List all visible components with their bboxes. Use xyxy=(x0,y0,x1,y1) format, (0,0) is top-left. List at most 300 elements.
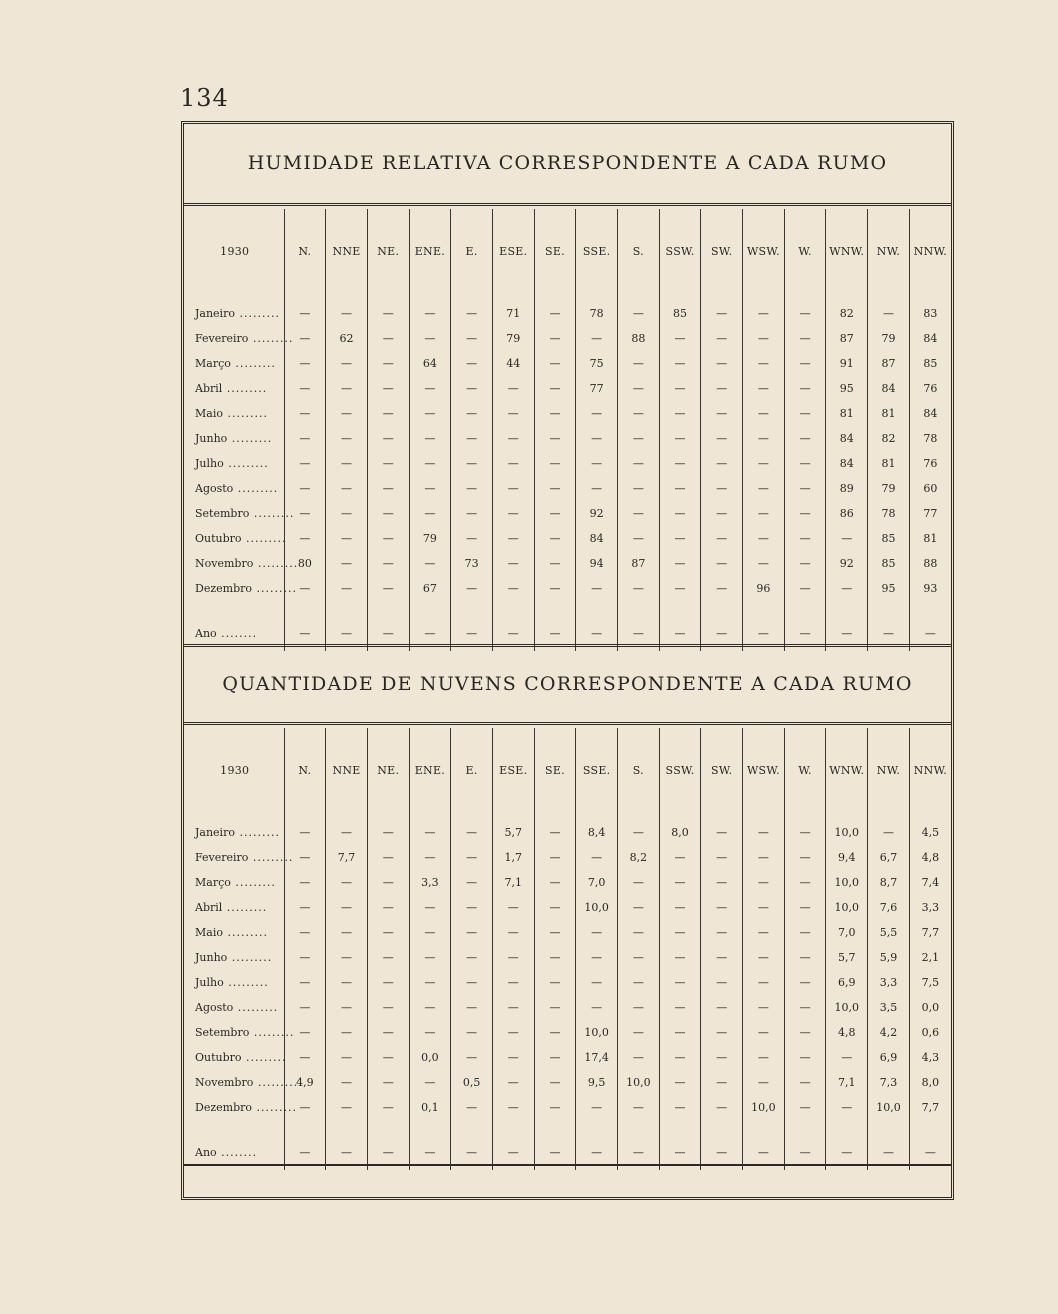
table-cell: — xyxy=(492,451,534,476)
table-cell: 10,0 xyxy=(576,1020,618,1045)
table-cell: 7,5 xyxy=(909,970,951,995)
table-cell: — xyxy=(534,870,576,895)
table-cell: — xyxy=(451,1095,493,1120)
table-cell: — xyxy=(409,615,451,651)
table-row xyxy=(186,1045,951,1070)
table-row xyxy=(186,301,951,326)
table-cell: — xyxy=(576,920,618,945)
table-cell: — xyxy=(701,870,743,895)
table-cell: — xyxy=(618,895,660,920)
table-cell: — xyxy=(367,920,409,945)
table-cell: 10,0 xyxy=(743,1095,785,1120)
table-cell: — xyxy=(326,1020,368,1045)
table-row xyxy=(186,995,951,1020)
table-cell: 76 xyxy=(909,376,951,401)
table-cell: 7,1 xyxy=(492,870,534,895)
table-cell: — xyxy=(576,426,618,451)
table-cell: — xyxy=(367,995,409,1020)
table-cell: — xyxy=(367,845,409,870)
column-header: NE. xyxy=(367,209,409,293)
table-cell: 4,9 xyxy=(284,1070,326,1095)
table-cell: 92 xyxy=(576,501,618,526)
month-label xyxy=(186,551,299,576)
table-cell: — xyxy=(326,376,368,401)
table-cell: — xyxy=(409,301,451,326)
table-cell: — xyxy=(326,576,368,601)
table-cell: 1,7 xyxy=(492,845,534,870)
table-cell: — xyxy=(367,970,409,995)
table-cell: — xyxy=(326,401,368,426)
leader-dots: ......... xyxy=(249,1026,295,1039)
table-cell: — xyxy=(701,920,743,945)
table-cell: — xyxy=(367,1045,409,1070)
leader-dots: ......... xyxy=(223,976,269,989)
leader-dots: ......... xyxy=(234,307,280,320)
table-cell: 4,2 xyxy=(868,1020,910,1045)
table-cell: — xyxy=(743,615,785,651)
table-cell: — xyxy=(326,451,368,476)
table-cell: 87 xyxy=(826,326,868,351)
table-cell: — xyxy=(451,326,493,351)
table-cell: 10,0 xyxy=(826,895,868,920)
month-name: Fevereiro xyxy=(195,332,249,345)
table-cell: — xyxy=(284,301,326,326)
table-cell: — xyxy=(701,376,743,401)
table-cell: — xyxy=(367,895,409,920)
column-header: E. xyxy=(451,209,493,293)
table-cell: — xyxy=(326,551,368,576)
table-cell: — xyxy=(534,301,576,326)
table-cell: — xyxy=(659,476,701,501)
table-cell: — xyxy=(367,870,409,895)
table-cell: 75 xyxy=(576,351,618,376)
table-cell: — xyxy=(701,426,743,451)
table-cell: — xyxy=(784,1020,826,1045)
table-cell: 10,0 xyxy=(868,1095,910,1120)
month-label xyxy=(186,1020,295,1045)
table-cell: — xyxy=(659,551,701,576)
table-cell: — xyxy=(326,1045,368,1070)
divider xyxy=(184,203,951,206)
table-cell: — xyxy=(659,615,701,651)
table-cell: — xyxy=(451,945,493,970)
table-cell: — xyxy=(326,895,368,920)
year-header: 1930 xyxy=(220,763,250,777)
table-cell: 82 xyxy=(826,301,868,326)
table-cell: — xyxy=(743,476,785,501)
table-cell: — xyxy=(743,970,785,995)
table-cell: 0,5 xyxy=(451,1070,493,1095)
table-cell: — xyxy=(784,476,826,501)
table-cell: 73 xyxy=(451,551,493,576)
divider xyxy=(184,644,951,647)
table-cell: — xyxy=(618,1134,660,1170)
table-cell: — xyxy=(284,1095,326,1120)
table-cell: 84 xyxy=(868,376,910,401)
column-header: N. xyxy=(284,209,326,293)
table-cell: — xyxy=(534,1134,576,1170)
table-cell: — xyxy=(534,920,576,945)
table-cell: — xyxy=(618,401,660,426)
table-cell: — xyxy=(618,1020,660,1045)
table-cell: — xyxy=(659,845,701,870)
table-cell: 0,0 xyxy=(909,995,951,1020)
table-cell: — xyxy=(451,820,493,845)
table-cell: — xyxy=(409,845,451,870)
table-row xyxy=(186,551,951,576)
table-cell: — xyxy=(326,1134,368,1170)
table-cell: — xyxy=(367,820,409,845)
year-header: 1930 xyxy=(220,244,250,258)
table-cell: 71 xyxy=(492,301,534,326)
table-cell: — xyxy=(576,945,618,970)
table-cell: — xyxy=(367,301,409,326)
month-label xyxy=(186,1045,287,1070)
table-cell: — xyxy=(743,451,785,476)
table-cell: — xyxy=(326,920,368,945)
table-cell: — xyxy=(743,995,785,1020)
table-cell: 10,0 xyxy=(826,820,868,845)
column-header: E. xyxy=(451,728,493,812)
table-cell: 84 xyxy=(826,426,868,451)
table-cell: — xyxy=(659,1020,701,1045)
table-cell: — xyxy=(701,970,743,995)
month-label xyxy=(186,870,284,895)
table-cell: — xyxy=(826,1045,868,1070)
table-cell: — xyxy=(576,401,618,426)
table-cell: — xyxy=(784,376,826,401)
table-cell: — xyxy=(743,895,785,920)
table-cell: 17,4 xyxy=(576,1045,618,1070)
table-cell: — xyxy=(451,970,493,995)
table-cell: — xyxy=(534,945,576,970)
table-cell: — xyxy=(284,351,326,376)
table-cell: 44 xyxy=(492,351,534,376)
table-cell: — xyxy=(784,526,826,551)
table-cell: 0,0 xyxy=(409,1045,451,1070)
table-cell: — xyxy=(868,1134,910,1170)
table-cell: — xyxy=(659,945,701,970)
month-name: Abril xyxy=(195,901,223,914)
table-cell: — xyxy=(618,451,660,476)
table-cell: — xyxy=(826,1095,868,1120)
column-header: NNE xyxy=(326,728,368,812)
table-cell: 88 xyxy=(909,551,951,576)
table-cell: — xyxy=(784,551,826,576)
table-row xyxy=(186,970,951,995)
table-cell: — xyxy=(784,1134,826,1170)
table-cell: — xyxy=(367,501,409,526)
table-cell: — xyxy=(659,426,701,451)
table-cell: — xyxy=(534,351,576,376)
month-name: Outubro xyxy=(195,1051,242,1064)
month-label xyxy=(186,326,294,351)
table-cell: 88 xyxy=(618,326,660,351)
table-cell: — xyxy=(284,920,326,945)
table-cell: 7,6 xyxy=(868,895,910,920)
table-cell: 87 xyxy=(868,351,910,376)
table-cell: — xyxy=(534,1020,576,1045)
month-label xyxy=(186,501,295,526)
month-name: Junho xyxy=(195,951,228,964)
table-cell: 78 xyxy=(909,426,951,451)
table-cell: 78 xyxy=(868,501,910,526)
table-cell: — xyxy=(784,301,826,326)
table-cell: — xyxy=(367,376,409,401)
table-cell: 85 xyxy=(909,351,951,376)
table-cell: — xyxy=(492,551,534,576)
table-cell: — xyxy=(743,551,785,576)
table-cell: — xyxy=(618,476,660,501)
table-cell: — xyxy=(743,301,785,326)
column-header: W. xyxy=(784,728,826,812)
leader-dots: ........ xyxy=(216,1145,258,1159)
table-cell: — xyxy=(492,401,534,426)
table-cell: — xyxy=(451,920,493,945)
table-row xyxy=(186,401,951,426)
table-cell: 3,3 xyxy=(868,970,910,995)
month-name: Junho xyxy=(195,432,228,445)
month-label xyxy=(186,526,287,551)
column-header: WNW. xyxy=(826,209,868,293)
table-cell: 3,3 xyxy=(409,870,451,895)
table-cell: — xyxy=(326,1070,368,1095)
table-cell: 8,4 xyxy=(576,820,618,845)
table-cell: — xyxy=(451,615,493,651)
table-cell: 79 xyxy=(492,326,534,351)
divider xyxy=(184,1164,951,1166)
table-cell: — xyxy=(826,615,868,651)
table-cell: 85 xyxy=(868,526,910,551)
table-cell: — xyxy=(784,501,826,526)
table-cell: — xyxy=(367,451,409,476)
table-cell: — xyxy=(534,526,576,551)
table-cell: — xyxy=(409,995,451,1020)
table-cell: — xyxy=(743,326,785,351)
table-cell: — xyxy=(492,1095,534,1120)
table-cell: — xyxy=(659,970,701,995)
table-cell: — xyxy=(492,945,534,970)
column-header: NE. xyxy=(367,728,409,812)
table-cell: — xyxy=(284,1045,326,1070)
table-cell: — xyxy=(367,576,409,601)
table-cell: — xyxy=(576,1134,618,1170)
table-cell: — xyxy=(701,476,743,501)
table-cell: — xyxy=(743,920,785,945)
table-cell: — xyxy=(618,970,660,995)
month-name: Março xyxy=(195,876,231,889)
column-header: SSW. xyxy=(659,728,701,812)
table-cell: — xyxy=(284,426,326,451)
table-cell: — xyxy=(326,351,368,376)
table-cell: — xyxy=(618,301,660,326)
table-cell: 79 xyxy=(409,526,451,551)
table-cell: — xyxy=(367,1070,409,1095)
total-label: Ano xyxy=(195,1145,217,1159)
table-cell: 67 xyxy=(409,576,451,601)
table-cell: — xyxy=(367,526,409,551)
table-cell: — xyxy=(701,1045,743,1070)
table-row xyxy=(186,820,951,845)
table-cell: — xyxy=(743,1070,785,1095)
table-cell: 6,9 xyxy=(868,1045,910,1070)
table-cell: — xyxy=(743,351,785,376)
table-cell: — xyxy=(534,1070,576,1095)
table-cell: — xyxy=(409,895,451,920)
table-cell: — xyxy=(701,551,743,576)
table-cell: — xyxy=(743,376,785,401)
table-cell: — xyxy=(534,615,576,651)
table-cell: — xyxy=(659,1134,701,1170)
table-cell: — xyxy=(284,1134,326,1170)
leader-dots: ......... xyxy=(253,1076,299,1089)
humidity-table xyxy=(186,209,951,651)
table-cell: — xyxy=(284,820,326,845)
table-cell: — xyxy=(326,476,368,501)
table-cell: — xyxy=(618,995,660,1020)
table-cell: — xyxy=(409,426,451,451)
table-cell: — xyxy=(534,326,576,351)
table-cell: — xyxy=(367,551,409,576)
column-header: SE. xyxy=(534,209,576,293)
table-cell: — xyxy=(618,501,660,526)
table-cell: — xyxy=(784,820,826,845)
table-cell: — xyxy=(784,1095,826,1120)
table-cell: — xyxy=(618,1095,660,1120)
table-cell: — xyxy=(743,820,785,845)
table-cell: 7,7 xyxy=(909,920,951,945)
table-cell: — xyxy=(326,426,368,451)
table-cell: — xyxy=(618,576,660,601)
month-label xyxy=(186,376,284,401)
table-cell: 78 xyxy=(576,301,618,326)
table-cell: — xyxy=(659,526,701,551)
month-name: Dezembro xyxy=(195,582,252,595)
column-header: NW. xyxy=(868,209,910,293)
table-cell: — xyxy=(409,920,451,945)
table-cell: — xyxy=(367,1020,409,1045)
month-name: Julho xyxy=(195,457,224,470)
column-header: S. xyxy=(618,728,660,812)
table-cell: — xyxy=(451,426,493,451)
table-cell: — xyxy=(784,326,826,351)
month-name: Janeiro xyxy=(195,826,235,839)
table-cell: — xyxy=(743,1134,785,1170)
table-cell: — xyxy=(534,845,576,870)
table-cell: 81 xyxy=(826,401,868,426)
table-cell: 82 xyxy=(868,426,910,451)
table-cell: — xyxy=(367,351,409,376)
table-row xyxy=(186,945,951,970)
table-cell: — xyxy=(659,501,701,526)
table-cell: — xyxy=(659,451,701,476)
month-label xyxy=(186,1070,299,1095)
month-label xyxy=(186,945,284,970)
table-cell: — xyxy=(409,326,451,351)
table-cell: — xyxy=(409,476,451,501)
table-cell: — xyxy=(326,526,368,551)
table-row xyxy=(186,476,951,501)
table-row xyxy=(186,576,951,601)
column-header: SSE. xyxy=(576,728,618,812)
table-cell: 95 xyxy=(868,576,910,601)
table-cell: — xyxy=(618,920,660,945)
table-cell: — xyxy=(659,326,701,351)
table-cell: — xyxy=(743,526,785,551)
table-cell: 91 xyxy=(826,351,868,376)
leader-dots: ......... xyxy=(241,1051,287,1064)
table-cell: — xyxy=(743,945,785,970)
month-label xyxy=(186,995,284,1020)
month-label xyxy=(186,426,284,451)
table-cell: 93 xyxy=(909,576,951,601)
table-cell: — xyxy=(701,995,743,1020)
table-cell: — xyxy=(409,551,451,576)
month-label xyxy=(186,451,284,476)
table-cell: 62 xyxy=(326,326,368,351)
table-cell: — xyxy=(367,476,409,501)
table-cell: — xyxy=(743,845,785,870)
table-cell: — xyxy=(326,995,368,1020)
table-cell: 10,0 xyxy=(826,995,868,1020)
table-cell: — xyxy=(451,526,493,551)
column-header: W. xyxy=(784,209,826,293)
table-cell: — xyxy=(701,351,743,376)
table-cell: — xyxy=(451,451,493,476)
table-cell: 84 xyxy=(909,401,951,426)
leader-dots: ......... xyxy=(227,951,273,964)
table-cell: — xyxy=(784,426,826,451)
month-label xyxy=(186,845,294,870)
leader-dots: ......... xyxy=(222,382,268,395)
table-cell: — xyxy=(534,1045,576,1070)
table-cell: 79 xyxy=(868,476,910,501)
table-cell: — xyxy=(618,526,660,551)
table-cell: — xyxy=(492,1070,534,1095)
table-cell: — xyxy=(701,326,743,351)
table-cell: — xyxy=(784,576,826,601)
table-cell: — xyxy=(576,845,618,870)
table-cell: 8,2 xyxy=(618,845,660,870)
table-cell: — xyxy=(618,615,660,651)
table-cell: — xyxy=(534,970,576,995)
table-cell: — xyxy=(534,376,576,401)
table-cell: — xyxy=(326,301,368,326)
clouds-table xyxy=(186,728,951,1170)
table-cell: — xyxy=(784,401,826,426)
table-cell: 85 xyxy=(868,551,910,576)
table-cell: 77 xyxy=(909,501,951,526)
table-cell: 7,7 xyxy=(909,1095,951,1120)
table-row xyxy=(186,351,951,376)
table-cell: — xyxy=(409,501,451,526)
table-cell: — xyxy=(784,1045,826,1070)
table-cell: — xyxy=(284,995,326,1020)
table-row xyxy=(186,845,951,870)
table-cell: — xyxy=(492,970,534,995)
column-header: S. xyxy=(618,209,660,293)
table-cell: — xyxy=(534,1095,576,1120)
table-cell: — xyxy=(284,1020,326,1045)
table-cell: — xyxy=(534,401,576,426)
table-cell: — xyxy=(367,426,409,451)
table-cell: — xyxy=(659,895,701,920)
column-header: N. xyxy=(284,728,326,812)
table-cell: — xyxy=(367,401,409,426)
table-cell: — xyxy=(701,1070,743,1095)
table-cell: 7,0 xyxy=(576,870,618,895)
table-cell: — xyxy=(284,945,326,970)
